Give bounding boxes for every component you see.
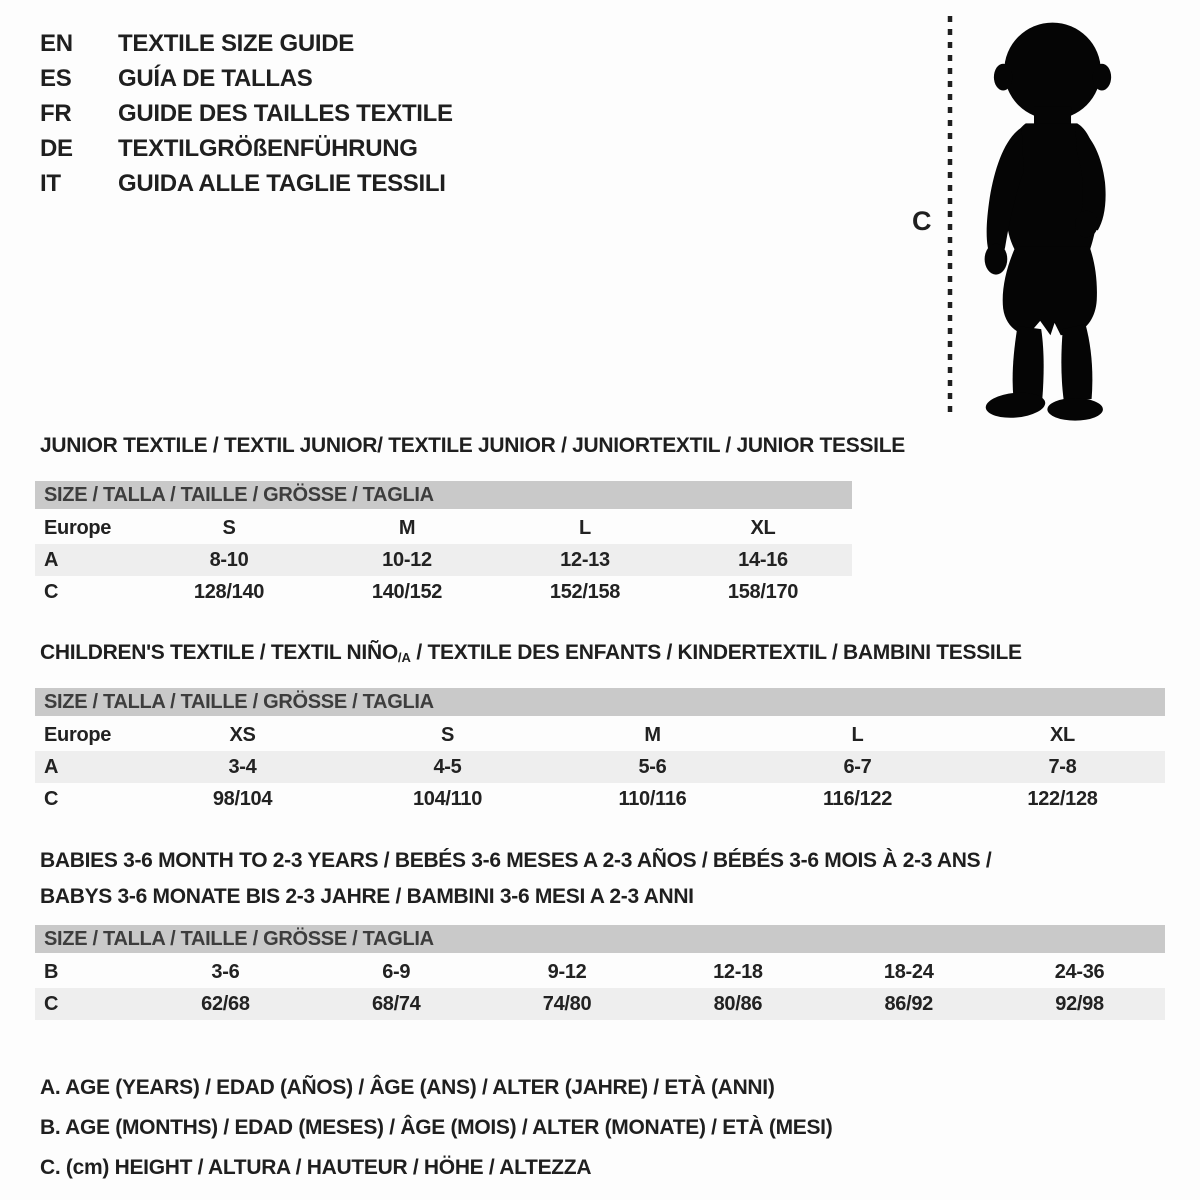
lang-title-de: TEXTILGRÖßENFÜHRUNG xyxy=(118,134,418,162)
children-age-xl: 7-8 xyxy=(1048,755,1077,778)
lang-row-en xyxy=(40,26,453,61)
children-size-table xyxy=(35,688,1165,815)
lang-row-fr xyxy=(40,96,453,131)
lang-code-de: DE xyxy=(40,134,73,162)
lang-title-fr: GUIDE DES TAILLES TEXTILE xyxy=(118,99,453,127)
babies-height-1: 62/68 xyxy=(201,992,250,1015)
children-age-xs: 3-4 xyxy=(228,755,257,778)
table-row-children-europe xyxy=(35,719,1165,751)
junior-age-s: 8-10 xyxy=(209,548,249,571)
legend-line-c: C. (cm) HEIGHT / ALTURA / HAUTEUR / HÖHE / ALTEZZA xyxy=(40,1156,592,1179)
babies-months-1: 3-6 xyxy=(211,960,240,983)
children-size-m: M xyxy=(644,723,661,746)
row-label: A xyxy=(44,548,59,571)
table-row-junior-height xyxy=(35,576,852,608)
measure-c-label: C xyxy=(912,206,932,236)
table-row-children-age xyxy=(35,751,1165,783)
babies-months-4: 12-18 xyxy=(713,960,763,983)
junior-height-xl: 158/170 xyxy=(727,580,799,603)
junior-size-xl: XL xyxy=(750,516,776,539)
row-label: Europe xyxy=(44,723,112,746)
children-height-m: 110/116 xyxy=(618,787,687,810)
children-title-post: / TEXTILE DES ENFANTS / KINDERTEXTIL / BAMBINI TESSILE xyxy=(410,641,1022,664)
lang-row-es xyxy=(40,61,453,96)
junior-height-s: 128/140 xyxy=(193,580,265,603)
table-row-children-height xyxy=(35,783,1165,815)
row-label: Europe xyxy=(44,516,112,539)
babies-size-table xyxy=(35,925,1165,1020)
children-section-title xyxy=(40,641,1022,665)
babies-height-3: 74/80 xyxy=(542,992,592,1015)
babies-months-5: 18-24 xyxy=(883,960,934,983)
junior-age-l: 12-13 xyxy=(560,548,610,571)
babies-months-2: 6-9 xyxy=(382,960,411,983)
babies-height-4: 80/86 xyxy=(713,992,763,1015)
children-table-header: SIZE / TALLA / TAILLE / GRÖSSE / TAGLIA xyxy=(35,688,1165,716)
babies-table-header: SIZE / TALLA / TAILLE / GRÖSSE / TAGLIA xyxy=(35,925,1165,953)
junior-size-s: S xyxy=(222,516,236,539)
lang-code-en: EN xyxy=(40,29,73,57)
junior-age-xl: 14-16 xyxy=(738,548,788,571)
junior-size-m: M xyxy=(398,516,416,539)
babies-months-3: 9-12 xyxy=(547,960,587,983)
height-measure-line xyxy=(946,16,954,416)
table-row-babies-height xyxy=(35,988,1165,1020)
table-row-babies-months xyxy=(35,956,1165,988)
lang-code-it: IT xyxy=(40,169,61,197)
children-height-l: 116/122 xyxy=(822,787,893,810)
babies-height-6: 92/98 xyxy=(1055,992,1104,1015)
lang-title-it: GUIDA ALLE TAGLIE TESSILI xyxy=(118,169,446,197)
lang-row-it xyxy=(40,166,453,201)
lang-row-de xyxy=(40,131,453,166)
children-height-xl: 122/128 xyxy=(1027,787,1098,810)
row-label: C xyxy=(44,580,59,603)
toddler-silhouette-icon xyxy=(962,12,1142,424)
junior-size-table xyxy=(35,481,852,608)
junior-height-l: 152/158 xyxy=(549,580,621,603)
junior-size-l: L xyxy=(579,516,591,539)
babies-height-2: 68/74 xyxy=(371,992,421,1015)
junior-height-m: 140/152 xyxy=(371,580,443,603)
legend-line-b: B. AGE (MONTHS) / EDAD (MESES) / ÂGE (MOIS) / ALTER (MONATE) / ETÀ (MESI) xyxy=(40,1116,833,1139)
children-height-s: 104/110 xyxy=(412,787,483,810)
lang-code-fr: FR xyxy=(40,99,72,127)
row-label: A xyxy=(44,755,59,778)
children-title-pre: CHILDREN'S TEXTILE / TEXTIL NIÑO xyxy=(40,641,398,664)
row-label: B xyxy=(44,960,59,983)
children-size-xl: XL xyxy=(1050,723,1075,746)
language-header xyxy=(40,26,453,201)
babies-section-title xyxy=(40,843,991,915)
measure-legend xyxy=(40,1068,832,1188)
babies-height-5: 86/92 xyxy=(884,992,933,1015)
children-size-xs: XS xyxy=(229,723,256,746)
babies-months-6: 24-36 xyxy=(1054,960,1105,983)
lang-title-en: TEXTILE SIZE GUIDE xyxy=(118,29,354,57)
babies-title-line2: BABYS 3-6 MONATE BIS 2-3 JAHRE / BAMBINI 3-6 MESI A 2-3 ANNI xyxy=(40,885,694,908)
children-age-s: 4-5 xyxy=(433,755,462,778)
junior-table-header: SIZE / TALLA / TAILLE / GRÖSSE / TAGLIA xyxy=(35,481,852,509)
junior-section-title: JUNIOR TEXTILE / TEXTIL JUNIOR/ TEXTILE JUNIOR / JUNIORTEXTIL / JUNIOR TESSILE xyxy=(40,434,905,457)
children-height-xs: 98/104 xyxy=(212,787,273,810)
table-row-junior-age xyxy=(35,544,852,576)
legend-line-a: A. AGE (YEARS) / EDAD (AÑOS) / ÂGE (ANS) / ALTER (JAHRE) / ETÀ (ANNI) xyxy=(40,1076,775,1099)
row-label: C xyxy=(44,787,59,810)
row-label: C xyxy=(44,992,59,1015)
junior-age-m: 10-12 xyxy=(382,548,432,571)
children-size-l: L xyxy=(851,723,864,746)
babies-title-line1: BABIES 3-6 MONTH TO 2-3 YEARS / BEBÉS 3-6 MESES A 2-3 AÑOS / BÉBÉS 3-6 MOIS À 2-3 ANS / xyxy=(40,849,992,872)
children-age-l: 6-7 xyxy=(843,755,872,778)
table-row-junior-europe xyxy=(35,512,852,544)
children-size-s: S xyxy=(440,723,455,746)
lang-code-es: ES xyxy=(40,64,72,92)
children-title-sub: /A xyxy=(397,650,411,665)
children-age-m: 5-6 xyxy=(638,755,667,778)
lang-title-es: GUÍA DE TALLAS xyxy=(118,64,313,92)
